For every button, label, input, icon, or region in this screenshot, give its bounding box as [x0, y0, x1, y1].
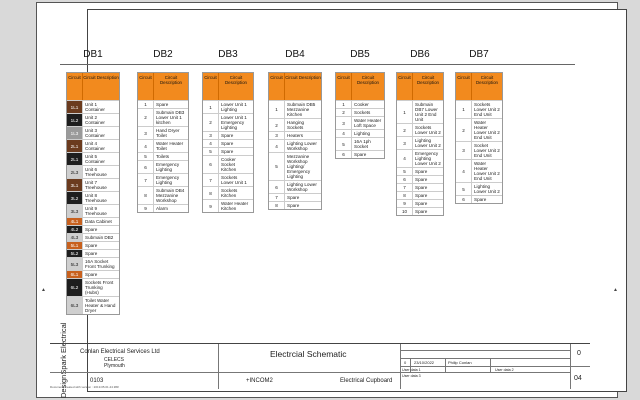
location-name: Plymouth: [104, 363, 125, 369]
board-table-4: [268, 72, 322, 210]
circuit-description: Spare: [415, 209, 428, 214]
table-row: [397, 175, 443, 183]
table-row: [67, 165, 119, 178]
table-header: [138, 73, 188, 100]
table-row: [138, 139, 188, 152]
header-description: Circuit Description: [476, 75, 498, 85]
circuit-number: 3: [269, 132, 285, 139]
header-description: Circuit Description: [417, 75, 439, 85]
circuit-description: Sockets: [354, 110, 371, 115]
circuit-description: Spare: [415, 169, 428, 174]
circuit-number: 7: [397, 184, 413, 191]
circuit-number: 2L1: [67, 153, 83, 165]
table-row: [456, 159, 502, 182]
circuit-number: 2: [397, 124, 413, 136]
header-circuit: Circuit: [203, 73, 219, 100]
circuit-description: Emergency Lighting: [156, 162, 180, 172]
circuit-description: Lower Unit 1 Emergency Lighting: [221, 115, 247, 130]
circuit-number: 9: [138, 205, 154, 212]
circuit-number: 3L2: [67, 192, 83, 204]
table-row: [269, 201, 321, 209]
rev-indicator: 0: [577, 350, 581, 357]
circuit-description: Mezzanine Workshop Lighting/ Emergency Lighting: [287, 154, 311, 179]
circuit-number: 4: [456, 160, 472, 182]
circuit-description: Cooker: [354, 102, 369, 107]
table-row: [138, 204, 188, 212]
table-row: [336, 116, 384, 129]
title-block: [50, 343, 590, 388]
circuit-number: 3: [203, 132, 219, 139]
circuit-number: 4: [203, 140, 219, 147]
table-row: [336, 108, 384, 116]
circuit-number: 5L2: [67, 250, 83, 257]
circuit-number: 3L3: [67, 205, 83, 217]
table-row: [397, 100, 443, 123]
circuit-number: 5: [336, 138, 352, 150]
circuit-description: Data Cabinet: [85, 219, 112, 224]
header-description: Circuit Description: [225, 75, 247, 85]
circuit-number: 9: [397, 200, 413, 207]
circuit-description: Heaters: [287, 133, 304, 138]
board-table-7: [455, 72, 503, 204]
table-row: [138, 152, 188, 160]
circuit-description: Water Heater Lower Unit 2 End Unit: [474, 120, 500, 140]
circuit-number: 10: [397, 208, 413, 215]
circuit-number: 3: [138, 127, 154, 139]
circuit-description: 16A 1ph Socket: [354, 139, 371, 149]
circuit-description: Submain DB7 Lower Unit 2 End Unit: [415, 102, 438, 122]
board-table-2: [137, 72, 189, 213]
circuit-number: 4: [397, 150, 413, 167]
circuit-number: 1: [456, 101, 472, 118]
circuit-number: 8: [138, 187, 154, 204]
circuit-number: 7: [203, 174, 219, 186]
circuit-description: Spare: [415, 201, 428, 206]
circuit-number: 4L3: [67, 234, 83, 241]
board-table-1: [66, 72, 120, 315]
circuit-number: 1: [397, 101, 413, 123]
circuit-description: Sockets Kitchen: [221, 188, 238, 198]
circuit-number: 7: [269, 194, 285, 201]
table-row: [269, 118, 321, 131]
circuit-description: Lighting Lower Workshop: [287, 182, 317, 192]
left-arrow-icon: ▲: [41, 287, 46, 293]
circuit-description: Emergency Lighting: [156, 175, 180, 185]
table-row: [397, 183, 443, 191]
board-title-1: DB1: [83, 49, 103, 60]
table-header: [456, 73, 502, 100]
circuit-description: Spare: [85, 251, 98, 256]
header-divider: [60, 64, 575, 65]
table-row: [456, 118, 502, 141]
board-table-6: [396, 72, 444, 216]
board-title-3: DB3: [218, 49, 238, 60]
board-table-3: [202, 72, 254, 213]
header-circuit: Circuit: [67, 73, 83, 100]
table-row: [138, 126, 188, 139]
table-row: [67, 257, 119, 270]
circuit-number: 6L3: [67, 297, 83, 314]
project-number: 0103: [90, 378, 104, 384]
table-row: [269, 152, 321, 180]
table-row: [67, 278, 119, 296]
circuit-description: Spare: [221, 141, 234, 146]
circuit-description: Submain DB5 Mezzanine Kitchen: [287, 102, 316, 117]
table-row: [203, 147, 253, 155]
table-row: [336, 137, 384, 150]
circuit-description: Spare: [85, 272, 98, 277]
table-row: [138, 186, 188, 204]
circuit-description: Unit 6 Treehouse: [85, 167, 107, 177]
circuit-description: Unit 9 Treehouse: [85, 206, 107, 216]
circuit-number: 4: [138, 140, 154, 152]
circuit-description: Submain DB4 Mezzanine Workshop: [156, 188, 185, 203]
header-description: Circuit Description: [285, 75, 321, 80]
circuit-number: 9: [203, 200, 219, 212]
circuit-description: Sockets Lower Unit 2: [415, 125, 441, 135]
circuit-number: 5L1: [67, 242, 83, 249]
circuit-description: Lighting Lower Unit 2: [474, 184, 500, 194]
header-description: Circuit Description: [357, 75, 379, 85]
circuit-number: 6: [456, 196, 472, 203]
table-row: [67, 126, 119, 139]
sheet-number: 04: [574, 375, 582, 382]
table-row: [269, 193, 321, 201]
table-row: [67, 178, 119, 191]
circuit-number: 2L3: [67, 166, 83, 178]
table-row: [203, 113, 253, 131]
sidebar-label: DesignSpark Electrical: [59, 322, 68, 398]
circuit-description: Unit 3 Container: [85, 128, 105, 138]
circuit-number: 1: [203, 101, 219, 113]
circuit-number: 4L1: [67, 218, 83, 225]
rev-number: 0: [404, 360, 407, 365]
circuit-number: 5: [203, 148, 219, 155]
circuit-description: Submain DB3 Lower Unit 1 kitchen: [156, 110, 185, 125]
table-row: [67, 139, 119, 152]
circuit-number: 2: [269, 119, 285, 131]
circuit-number: 6L1: [67, 271, 83, 278]
circuit-description: Lower Unit 1 Lighting: [221, 102, 247, 112]
user-data-3: User data 3: [402, 374, 421, 378]
table-row: [269, 131, 321, 139]
sheet-divider: [570, 366, 590, 367]
circuit-description: Lighting: [354, 131, 371, 136]
circuit-number: 2: [336, 109, 352, 116]
circuit-number: 1: [138, 101, 154, 108]
header-circuit: Circuit: [336, 73, 352, 100]
circuit-description: Toilets: [156, 154, 170, 159]
circuit-description: Spare: [354, 152, 367, 157]
divider-1: [218, 344, 219, 389]
circuit-number: 5L3: [67, 258, 83, 270]
board-title-5: DB5: [350, 49, 370, 60]
divider-5: [490, 358, 491, 372]
circuit-description: Water Heater Toilet: [156, 141, 184, 151]
circuit-description: Socket Lower Unit 2 End Unit: [474, 143, 500, 158]
circuit-number: 6L2: [67, 279, 83, 296]
circuit-description: Unit 7 Treehouse: [85, 180, 107, 190]
drawing-title: Electrcial Schematic: [270, 349, 347, 359]
circuit-description: Water Heater Kitchen: [221, 201, 249, 211]
table-row: [397, 149, 443, 167]
table-row: [67, 296, 119, 314]
board-table-5: [335, 72, 385, 159]
circuit-number: 4L2: [67, 226, 83, 233]
circuit-number: 7: [138, 174, 154, 186]
circuit-description: Unit 4 Container: [85, 141, 105, 151]
table-row: [203, 199, 253, 212]
circuit-number: 3: [456, 142, 472, 159]
board-title-4: DB4: [285, 49, 305, 60]
circuit-number: 8: [269, 202, 285, 209]
board-title-2: DB2: [153, 49, 173, 60]
table-row: [397, 123, 443, 136]
circuit-number: 5: [269, 153, 285, 180]
circuit-description: Spare: [156, 102, 169, 107]
circuit-number: 1L1: [67, 101, 83, 113]
right-arrow-icon: ▲: [613, 287, 618, 293]
circuit-description: Toilet Water Heater & Hand Dryer: [85, 298, 116, 313]
circuit-description: Unit 8 Treehouse: [85, 193, 107, 203]
divider-4: [445, 358, 446, 372]
drawing-sheet: [36, 2, 618, 398]
circuit-number: 6: [138, 161, 154, 173]
circuit-number: 1: [269, 101, 285, 118]
table-row: [67, 233, 119, 241]
user-data-1: User data 1: [402, 368, 421, 372]
table-row: [203, 155, 253, 173]
circuit-number: 3: [336, 117, 352, 129]
rev-author: Philip Conlan: [448, 360, 472, 365]
circuit-number: 5: [397, 168, 413, 175]
table-row: [397, 199, 443, 207]
header-circuit: Circuit: [269, 73, 285, 100]
table-row: [67, 270, 119, 278]
circuit-description: 16A Socket Front Trunking: [85, 259, 115, 269]
circuit-description: Hand Dryer Toilet: [156, 128, 180, 138]
header-circuit: Circuit: [397, 73, 413, 100]
table-row: [336, 150, 384, 158]
table-row: [397, 207, 443, 215]
circuit-number: 1L3: [67, 127, 83, 139]
circuit-description: Spare: [221, 133, 234, 138]
circuit-description: Water Heater Loft Space: [354, 118, 382, 128]
circuit-description: Sockets Lower Unit 1: [221, 175, 247, 185]
table-row: [397, 191, 443, 199]
table-row: [67, 241, 119, 249]
circuit-description: Lighting Lower Unit 2: [415, 138, 441, 148]
circuit-number: 8: [397, 192, 413, 199]
area-name: Electrical Cupboard: [340, 378, 393, 384]
circuit-number: 4: [336, 130, 352, 137]
table-row: [67, 225, 119, 233]
circuit-description: Sockets Front Trunking (Hubs): [85, 280, 114, 295]
table-row: [456, 182, 502, 195]
circuit-description: Spare: [474, 197, 487, 202]
table-row: [269, 100, 321, 118]
header-description: Circuit Description: [83, 75, 119, 80]
table-row: [138, 160, 188, 173]
circuit-number: 5: [138, 153, 154, 160]
table-row: [67, 249, 119, 257]
table-header: [269, 73, 321, 100]
rev-line-1: [400, 350, 570, 351]
table-header: [397, 73, 443, 100]
circuit-description: Unit 2 Container: [85, 115, 105, 125]
table-row: [138, 100, 188, 108]
circuit-number: 5: [456, 183, 472, 195]
table-row: [336, 129, 384, 137]
table-header: [67, 73, 119, 100]
client-name: CELECS: [104, 357, 125, 363]
circuit-number: 1L2: [67, 114, 83, 126]
circuit-number: 6: [269, 181, 285, 193]
circuit-description: Submain DB2: [85, 235, 114, 240]
circuit-number: 6: [203, 156, 219, 173]
circuit-number: 1: [336, 101, 352, 108]
circuit-description: Spare: [85, 243, 98, 248]
table-row: [397, 136, 443, 149]
bottom-row-line: [50, 372, 570, 373]
table-header: [336, 73, 384, 100]
circuit-number: 2: [203, 114, 219, 131]
table-row: [67, 204, 119, 217]
circuit-description: Spare: [415, 193, 428, 198]
circuit-description: Hanging Sockets: [287, 120, 305, 130]
rev-line-2: [400, 358, 570, 359]
circuit-description: Spare: [85, 227, 98, 232]
footer-note: Document created with version : 2019.05.01.44 ###: [50, 385, 119, 389]
table-row: [67, 217, 119, 225]
circuit-description: Lighting Lower Workshop: [287, 141, 317, 151]
circuit-number: 3: [397, 137, 413, 149]
header-circuit: Circuit: [456, 73, 472, 100]
circuit-description: Spare: [415, 185, 428, 190]
table-row: [203, 173, 253, 186]
circuit-number: 6: [336, 151, 352, 158]
circuit-description: Sockets Lower Unit 2 End Unit: [474, 102, 500, 117]
circuit-description: Unit 1 Container: [85, 102, 105, 112]
board-title-6: DB6: [410, 49, 430, 60]
table-row: [397, 167, 443, 175]
circuit-description: Alarm: [156, 206, 168, 211]
table-row: [67, 152, 119, 165]
circuit-number: 4: [269, 140, 285, 152]
table-row: [203, 139, 253, 147]
table-row: [203, 186, 253, 199]
table-row: [203, 100, 253, 113]
rev-date: 23/10/2022: [414, 360, 435, 365]
circuit-number: 2: [138, 109, 154, 126]
table-row: [456, 195, 502, 203]
table-row: [138, 108, 188, 126]
circuit-description: Spare: [287, 195, 300, 200]
table-row: [456, 141, 502, 159]
circuit-description: Emergency Lighting Lower Unit 2: [415, 151, 441, 166]
circuit-description: Spare: [415, 177, 428, 182]
circuit-description: Spare: [221, 149, 234, 154]
circuit-number: 2: [456, 119, 472, 141]
table-row: [269, 180, 321, 193]
header-description: Circuit Description: [160, 75, 182, 85]
circuit-description: Water Heater Lower Unit 2 End Unit: [474, 161, 500, 181]
table-row: [67, 191, 119, 204]
circuit-description: Cooker Socket Kitchen: [221, 157, 237, 172]
table-row: [67, 113, 119, 126]
circuit-number: 8: [203, 187, 219, 199]
company-name: Conlan Electrical Services Ltd: [80, 349, 160, 355]
user-data-2: User data 2: [495, 368, 514, 372]
table-row: [456, 100, 502, 118]
table-row: [138, 173, 188, 186]
header-circuit: Circuit: [138, 73, 154, 100]
table-row: [67, 100, 119, 113]
circuit-number: 6: [397, 176, 413, 183]
location-ref: +INCOM2: [246, 378, 273, 384]
circuit-description: Spare: [287, 203, 300, 208]
table-row: [203, 131, 253, 139]
table-row: [269, 139, 321, 152]
table-row: [336, 100, 384, 108]
table-header: [203, 73, 253, 100]
circuit-number: 3L1: [67, 179, 83, 191]
board-title-7: DB7: [469, 49, 489, 60]
circuit-description: Unit 5 Container: [85, 154, 105, 164]
circuit-number: 2L1: [67, 140, 83, 152]
rev-line-3: [400, 366, 570, 367]
